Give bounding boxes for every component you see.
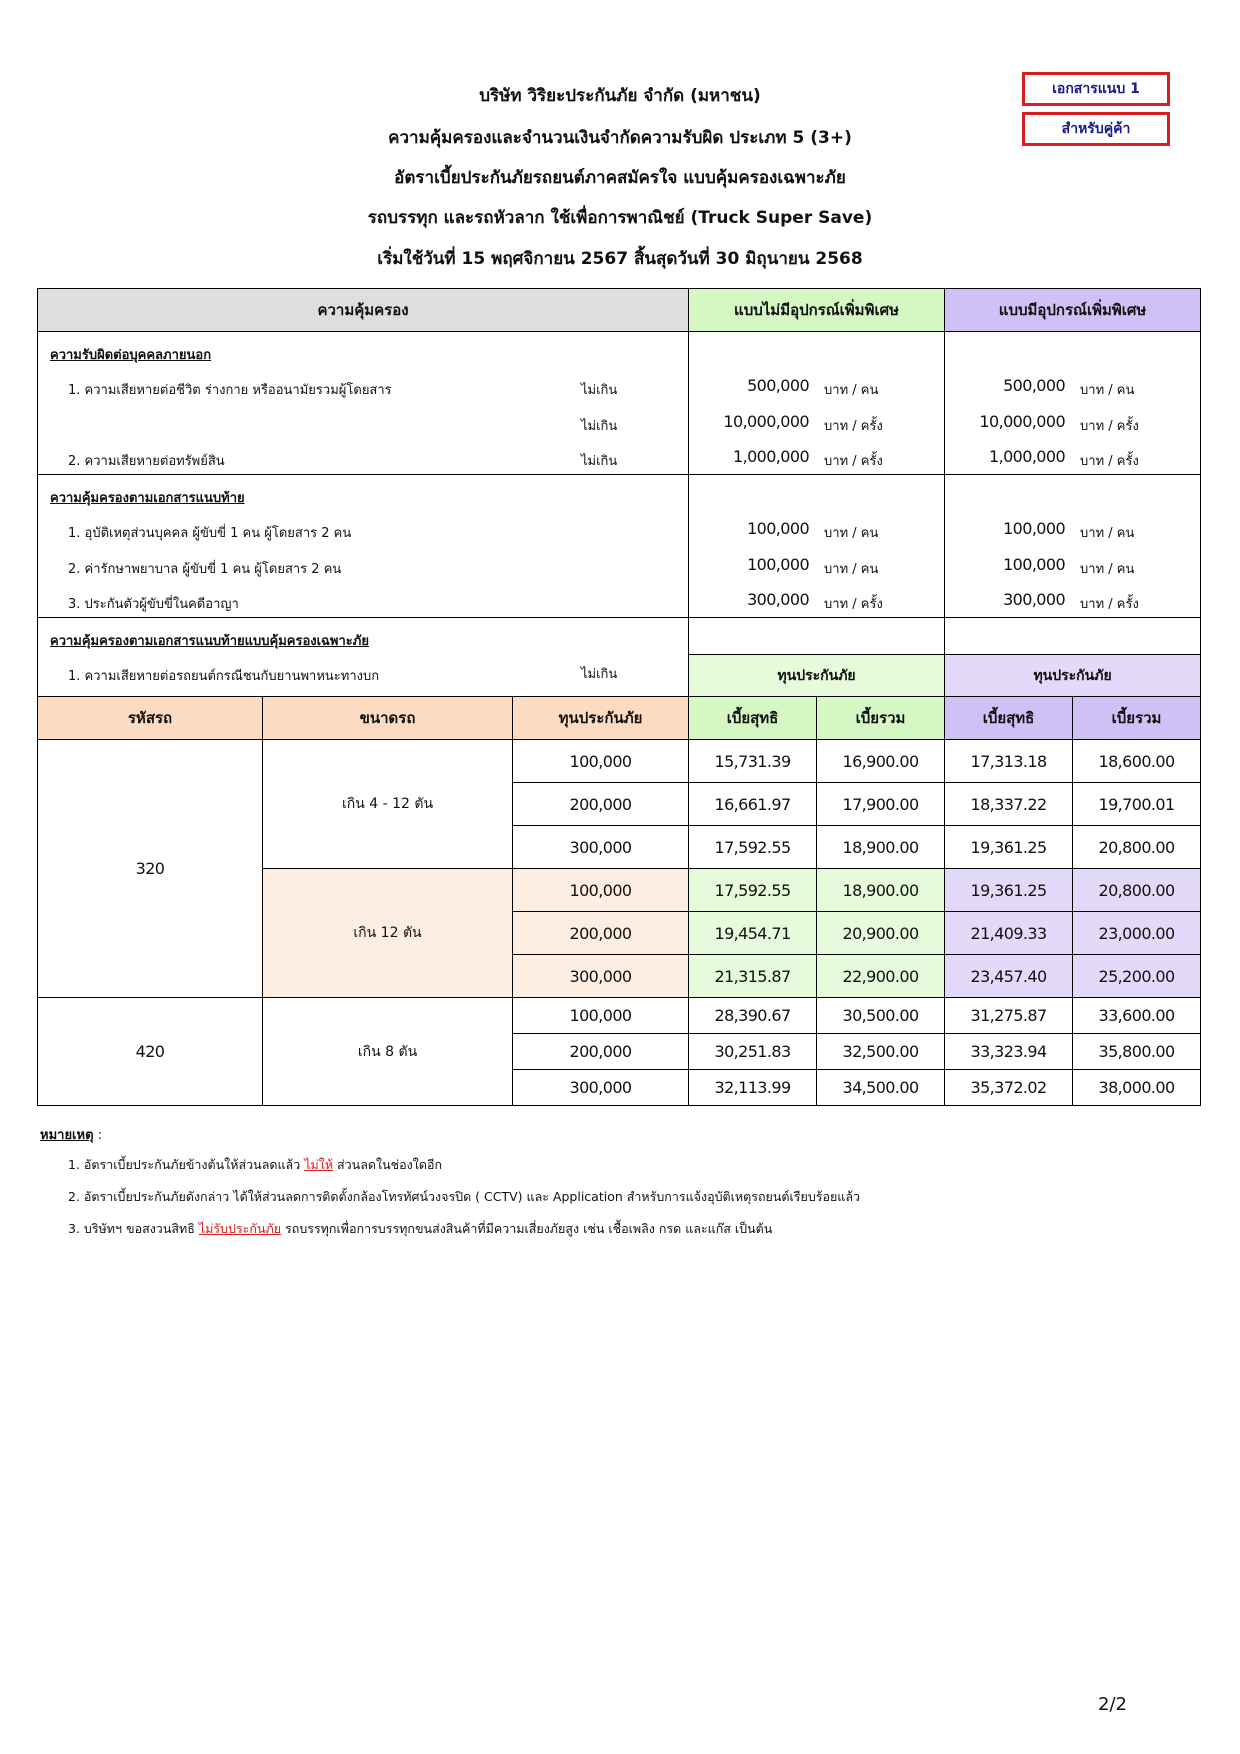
net-premium-cell: 33,323.94	[945, 1034, 1073, 1070]
limit-value: 100,000	[747, 519, 810, 538]
limit-value: 10,000,000	[979, 412, 1066, 431]
limit-value: 100,000	[747, 555, 810, 574]
limit-unit: บาท / คน	[824, 383, 879, 398]
limit-value: 100,000	[1003, 519, 1066, 538]
total-premium-cell: 18,600.00	[1073, 740, 1201, 783]
net-premium-cell: 21,409.33	[945, 912, 1073, 955]
total-premium-cell: 20,800.00	[1073, 869, 1201, 912]
vehicle-size-header: ขนาดรถ	[263, 697, 513, 740]
coverage-header: ความคุ้มครอง	[38, 289, 689, 332]
section-title: ความคุ้มครองตามเอกสารแนบท้ายแบบคุ้มครองเฉพาะภัย	[50, 634, 369, 649]
sum-insured-cell: 100,000	[513, 869, 689, 912]
vehicle-code-header: รหัสรถ	[38, 697, 263, 740]
section-title: ความคุ้มครองตามเอกสารแนบท้าย	[50, 491, 245, 506]
section-title: ความรับผิดต่อบุคคลภายนอก	[50, 348, 212, 363]
limit-unit: บาท / ครั้ง	[824, 419, 883, 434]
attachment-badge: เอกสารแนบ 1	[1022, 72, 1170, 106]
total-premium-cell: 19,700.01	[1073, 783, 1201, 826]
limit-label: ไม่เกิน	[581, 383, 618, 398]
limit-label: ไม่เกิน	[581, 667, 618, 682]
section-row-label: 2. ค่ารักษาพยาบาล ผู้ขับขี่ 1 คน ผู้โดยสาร 2 คน	[68, 562, 342, 577]
total-premium-cell: 20,800.00	[1073, 826, 1201, 869]
total-premium-cell: 22,900.00	[817, 955, 945, 998]
total-premium-cell: 30,500.00	[817, 998, 945, 1034]
third-party-values-with-equipment	[945, 332, 1201, 475]
section-row-label: 2. ความเสียหายต่อทรัพย์สิน	[68, 454, 225, 469]
total-premium-header: เบี้ยรวม	[817, 697, 945, 740]
limit-label: ไม่เกิน	[581, 454, 618, 469]
limit-unit: บาท / ครั้ง	[1080, 454, 1139, 469]
net-premium-header: เบี้ยสุทธิ	[945, 697, 1073, 740]
specific-peril-section	[38, 618, 689, 697]
limit-value: 10,000,000	[723, 412, 810, 431]
customer-badge: สำหรับคู่ค้า	[1022, 112, 1170, 146]
section-row-label: 1. ความเสียหายต่อรถยนต์กรณีชนกับยานพาหนะทางบก	[68, 669, 380, 684]
total-premium-cell: 35,800.00	[1073, 1034, 1201, 1070]
sum-insured-cell: 300,000	[513, 1070, 689, 1106]
net-premium-cell: 18,337.22	[945, 783, 1073, 826]
vehicle-size: เกิน 4 - 12 ตัน	[263, 740, 513, 869]
limit-unit: บาท / คน	[1080, 562, 1135, 577]
total-premium-cell: 33,600.00	[1073, 998, 1201, 1034]
total-premium-cell: 18,900.00	[817, 826, 945, 869]
sum-insured-cell: 200,000	[513, 1034, 689, 1070]
note-text: รถบรรทุกเพื่อการบรรทุกขนส่งสินค้าที่มีความเสี่ยงภัยสูง เช่น เชื้อเพลิง กรด และแก๊ส เป็นต้น	[281, 1221, 773, 1236]
vehicle-size: เกิน 8 ตัน	[263, 998, 513, 1106]
with-equipment-header: แบบมีอุปกรณ์เพิ่มพิเศษ	[945, 289, 1201, 332]
coverage-rate-table	[37, 288, 1201, 1106]
notes-heading	[40, 1124, 102, 1145]
doc-subtitle-1: ความคุ้มครองและจำนวนเงินจำกัดความรับผิด ประเภท 5 (3+)	[388, 128, 852, 148]
third-party-liability-section	[38, 332, 689, 475]
endorsement-values-no-equipment	[689, 475, 945, 618]
net-premium-cell: 15,731.39	[689, 740, 817, 783]
limit-unit: บาท / ครั้ง	[1080, 419, 1139, 434]
net-premium-cell: 35,372.02	[945, 1070, 1073, 1106]
limit-value: 300,000	[1003, 590, 1066, 609]
notes-colon: :	[93, 1128, 103, 1143]
spacer-cell	[689, 618, 945, 655]
limit-value: 500,000	[1003, 376, 1066, 395]
sum-insured-no-equipment: ทุนประกันภัย	[689, 655, 945, 697]
vehicle-code: 420	[38, 998, 263, 1106]
total-premium-cell: 32,500.00	[817, 1034, 945, 1070]
note-text: 1. อัตราเบี้ยประกันภัยข้างต้นให้ส่วนลดแล้ว	[68, 1157, 305, 1172]
net-premium-cell: 19,361.25	[945, 826, 1073, 869]
note-1	[68, 1155, 442, 1175]
sum-insured-cell: 100,000	[513, 998, 689, 1034]
third-party-values-no-equipment	[689, 332, 945, 475]
net-premium-cell: 28,390.67	[689, 998, 817, 1034]
net-premium-cell: 16,661.97	[689, 783, 817, 826]
total-premium-cell: 17,900.00	[817, 783, 945, 826]
net-premium-cell: 19,361.25	[945, 869, 1073, 912]
total-premium-cell: 38,000.00	[1073, 1070, 1201, 1106]
sum-insured-header: ทุนประกันภัย	[513, 697, 689, 740]
sum-insured-cell: 200,000	[513, 783, 689, 826]
limit-value: 300,000	[747, 590, 810, 609]
sum-insured-cell: 100,000	[513, 740, 689, 783]
endorsement-values-with-equipment	[945, 475, 1201, 618]
net-premium-header: เบี้ยสุทธิ	[689, 697, 817, 740]
limit-unit: บาท / ครั้ง	[824, 597, 883, 612]
note-emphasis: ไม่รับประกันภัย	[198, 1221, 282, 1236]
sum-insured-with-equipment: ทุนประกันภัย	[945, 655, 1201, 697]
limit-label: ไม่เกิน	[581, 419, 618, 434]
note-text: 3. บริษัทฯ ขอสงวนสิทธิ	[68, 1221, 199, 1236]
note-emphasis: ไม่ให้	[304, 1157, 334, 1172]
total-premium-cell: 25,200.00	[1073, 955, 1201, 998]
company-name: บริษัท วิริยะประกันภัย จำกัด (มหาชน)	[479, 86, 761, 106]
section-row-label: 3. ประกันตัวผู้ขับขี่ในคดีอาญา	[68, 597, 239, 612]
no-equipment-header: แบบไม่มีอุปกรณ์เพิ่มพิเศษ	[689, 289, 945, 332]
limit-value: 100,000	[1003, 555, 1066, 574]
vehicle-code: 320	[38, 740, 263, 998]
spacer-cell	[945, 618, 1201, 655]
section-row-label: 1. อุบัติเหตุส่วนบุคคล ผู้ขับขี่ 1 คน ผู้โดยสาร 2 คน	[68, 526, 352, 541]
total-premium-cell: 16,900.00	[817, 740, 945, 783]
net-premium-cell: 17,313.18	[945, 740, 1073, 783]
doc-effective-dates: เริ่มใช้วันที่ 15 พฤศจิกายน 2567 สิ้นสุดวันที่ 30 มิถุนายน 2568	[377, 249, 863, 269]
doc-subtitle-2: อัตราเบี้ยประกันภัยรถยนต์ภาคสมัครใจ แบบคุ้มครองเฉพาะภัย	[394, 168, 846, 188]
sum-insured-cell: 200,000	[513, 912, 689, 955]
endorsement-section	[38, 475, 689, 618]
notes-title: หมายเหตุ	[40, 1128, 94, 1143]
note-2: 2. อัตราเบี้ยประกันภัยดังกล่าว ได้ให้ส่วนลดการติดตั้งกล้องโทรทัศน์วงจรปิด ( CCTV) และ Application สำหรับการแจ้งอุบัติเหตุรถยนต์เรียบร้อยแล้ว	[68, 1189, 861, 1204]
total-premium-cell: 18,900.00	[817, 869, 945, 912]
net-premium-cell: 31,275.87	[945, 998, 1073, 1034]
total-premium-header: เบี้ยรวม	[1073, 697, 1201, 740]
limit-unit: บาท / คน	[1080, 526, 1135, 541]
limit-unit: บาท / ครั้ง	[1080, 597, 1139, 612]
page-number: 2/2	[1098, 1694, 1127, 1715]
sum-insured-cell: 300,000	[513, 955, 689, 998]
limit-unit: บาท / คน	[1080, 383, 1135, 398]
limit-unit: บาท / คน	[824, 526, 879, 541]
net-premium-cell: 30,251.83	[689, 1034, 817, 1070]
total-premium-cell: 23,000.00	[1073, 912, 1201, 955]
section-row-label: 1. ความเสียหายต่อชีวิต ร่างกาย หรืออนามัยรวมผู้โดยสาร	[68, 383, 392, 398]
limit-value: 1,000,000	[989, 447, 1066, 466]
net-premium-cell: 17,592.55	[689, 826, 817, 869]
net-premium-cell: 21,315.87	[689, 955, 817, 998]
limit-unit: บาท / ครั้ง	[824, 454, 883, 469]
note-text: ส่วนลดในช่องใดอีก	[333, 1157, 443, 1172]
total-premium-cell: 20,900.00	[817, 912, 945, 955]
net-premium-cell: 32,113.99	[689, 1070, 817, 1106]
limit-value: 500,000	[747, 376, 810, 395]
net-premium-cell: 17,592.55	[689, 869, 817, 912]
vehicle-size: เกิน 12 ตัน	[263, 869, 513, 998]
sum-insured-cell: 300,000	[513, 826, 689, 869]
limit-value: 1,000,000	[733, 447, 810, 466]
limit-unit: บาท / คน	[824, 562, 879, 577]
net-premium-cell: 19,454.71	[689, 912, 817, 955]
net-premium-cell: 23,457.40	[945, 955, 1073, 998]
note-3	[68, 1219, 772, 1239]
total-premium-cell: 34,500.00	[817, 1070, 945, 1106]
doc-subtitle-3: รถบรรทุก และรถหัวลาก ใช้เพื่อการพาณิชย์ (Truck Super Save)	[367, 208, 873, 228]
